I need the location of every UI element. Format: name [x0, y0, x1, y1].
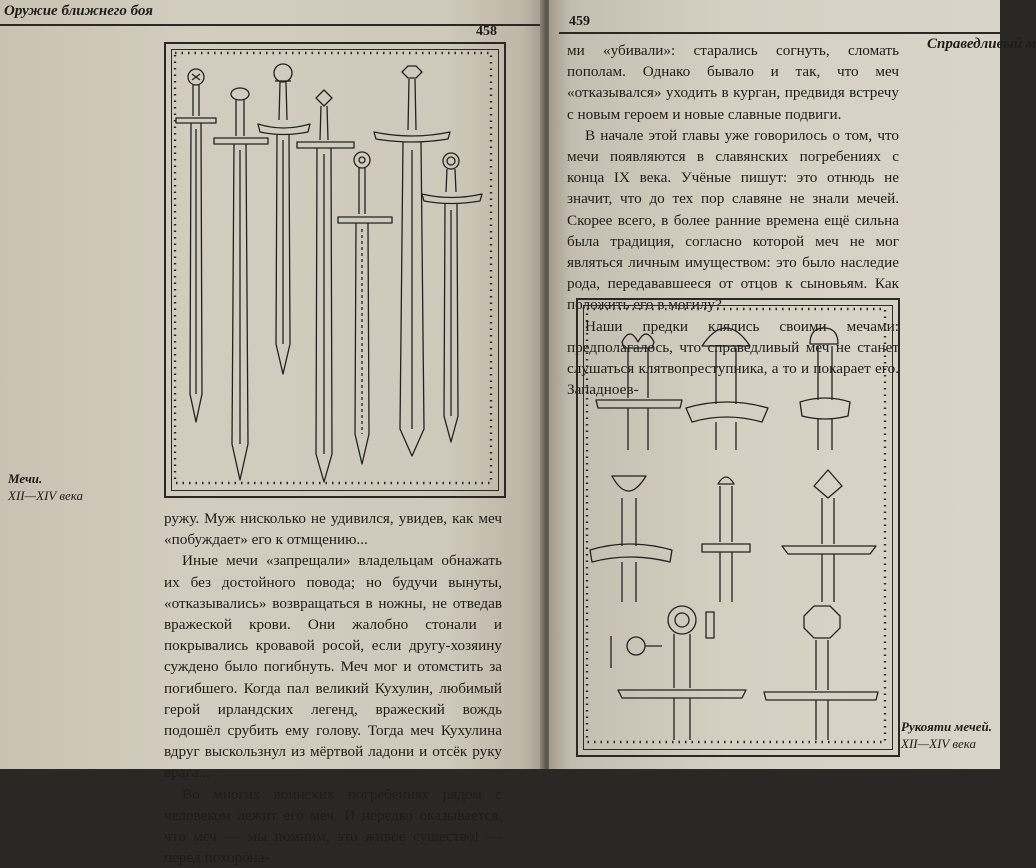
figure-caption-right — [901, 718, 1000, 752]
figure-caption-left — [8, 470, 158, 504]
hilt-3 — [800, 328, 850, 450]
sword-3 — [258, 64, 310, 374]
caption-title-right: Рукояти мечей. — [901, 719, 992, 734]
hilt-5 — [702, 477, 750, 602]
caption-sub-right: XII—XIV века — [901, 736, 977, 751]
hilt-1 — [596, 334, 682, 450]
running-head-left: Оружие ближнего боя — [4, 3, 153, 19]
hilts-figure — [576, 298, 900, 757]
paragraph: ружу. Муж нисколько не удивился, увидев, как меч «побуждает» его к отмщению... — [164, 510, 502, 549]
hilt-6 — [782, 470, 876, 602]
caption-title-left: Мечи. — [8, 471, 43, 486]
sword-1 — [176, 69, 216, 422]
paragraph: Во многих воинских погребениях рядом с человеком лежит его меч. И нередко оказывается, что меч — мы помним, это живое существо! — перед похорона- — [164, 785, 502, 867]
swords-illustration — [166, 44, 504, 496]
paragraph: Наши предки клялись своими мечами: предполагалось, что справедливый меч не станет слушаться клятвопреступника, а то и покарает его. Западноев- — [567, 317, 899, 399]
hilt-4 — [590, 476, 672, 602]
paragraph: Иные мечи «запрещали» владельцам обнажать их без достойного повода; но будучи вынуты, «отказывались» возвращаться в ножны, не отведав вражеской крови. Они жалобно стонали и покрывались кровавой росой, если другу-хозяину суждено было погибнуть. Меч мог и отомстить за погибшего. Когда пал великий Кухулин, любимый герой ирландских легенд, вражеский вождь подошёл срубить ему голову. Тогда меч Кухулина вдруг выскользнул из мёртвой ладони и отсёк руку врага... — [164, 552, 502, 782]
sword-4 — [297, 90, 354, 482]
hilts-illustration — [578, 300, 898, 755]
caption-sub-left: XII—XIV века — [8, 488, 84, 503]
hilt-2 — [686, 328, 768, 450]
hilt-7 — [611, 606, 746, 740]
paragraph: ми «убивали»: старались согнуть, сломать пополам. Однако бывало и так, что меч «отказывался» уходить в курган, предвидя встречу с новым героем и новые славные подвиги. — [567, 42, 899, 123]
sword-6 — [374, 66, 450, 456]
page-number-right: 459 — [569, 14, 590, 29]
sword-2 — [214, 88, 268, 480]
body-text-left — [164, 508, 502, 868]
page-number-left: 458 — [476, 24, 497, 39]
swords-figure — [164, 42, 506, 498]
paragraph: В начале этой главы уже говорилось о том, что мечи появляются в славянских погребениях с конца IX века. Учёные пишут: это отнюдь не значит, что до тех пор славяне не знали мечей. Скорее всего, в более ранние времена ещё сильна была традиция, согласно которой меч не мог являться личным имуществом: это было наследие рода, передававшееся от отцов к сыновьям. Как положить его в могилу? — [567, 126, 899, 314]
hilt-8 — [764, 606, 878, 740]
sword-7 — [422, 153, 482, 442]
header-rule-left — [0, 24, 546, 26]
right-page — [549, 0, 1036, 769]
running-head-right: Справедливый м — [927, 36, 1036, 52]
sword-5 — [338, 152, 392, 464]
header-rule-right — [559, 32, 1000, 34]
